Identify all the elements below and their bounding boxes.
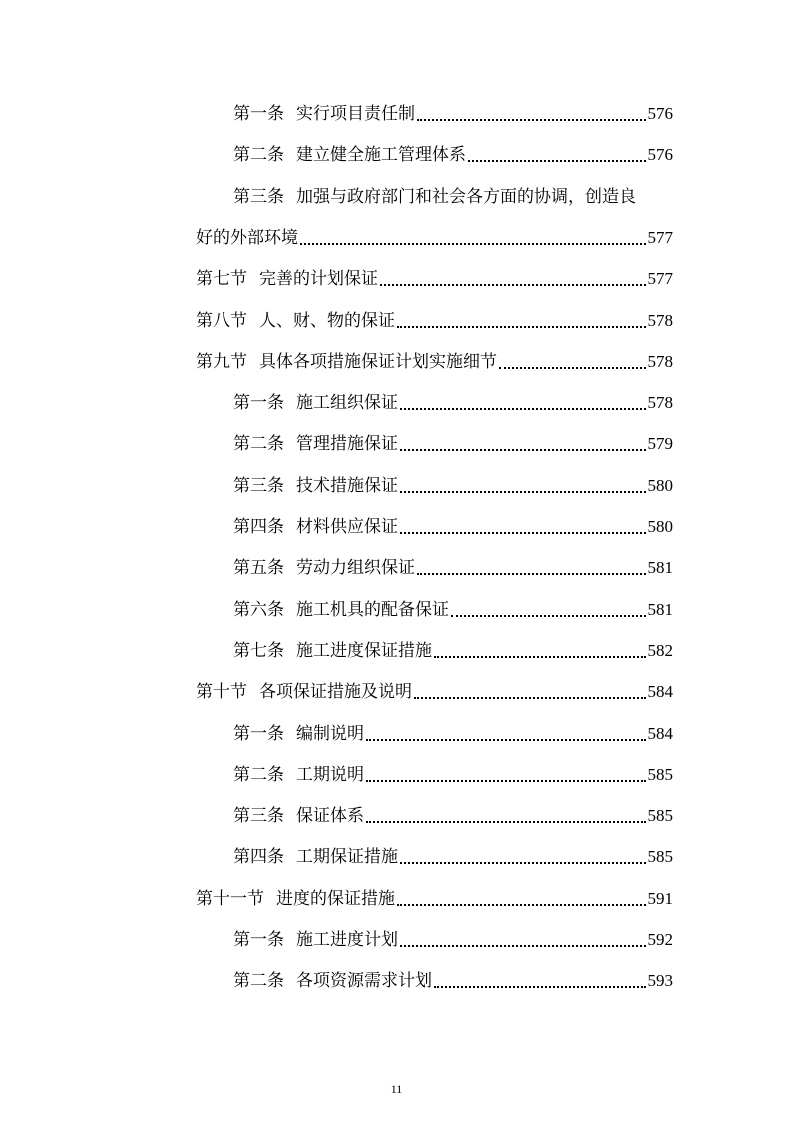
toc-entry-page: 576 [647,104,673,123]
toc-entry-title: 工期保证措施 [296,847,398,868]
toc-article-entry[interactable] [233,791,673,827]
toc-entry-page: 580 [647,475,673,495]
toc-entry-page: 580 [647,517,673,536]
toc-article-entry[interactable] [233,461,673,497]
toc-entry[interactable] [196,213,673,249]
page-number: 11 [390,1082,403,1096]
toc-entry-page: 584 [647,682,673,702]
toc-entry-page: 577 [647,269,673,289]
toc-entry-title: 施工进度计划 [296,930,398,950]
toc-entry-line [233,186,636,208]
toc-entry-number: 第九节 [196,351,247,372]
toc-entry-number: 第八节 [196,310,247,331]
toc-entry-title: 建立健全施工管理体系 [296,145,466,166]
toc-article-entry[interactable] [233,419,673,455]
toc-entry-page: 578 [647,310,673,330]
toc-article-entry[interactable] [233,585,673,621]
toc-section-entry[interactable] [196,254,673,290]
dot-leader [451,614,646,617]
toc-section-entry[interactable] [196,296,673,332]
toc-entry-number: 第二条 [233,971,284,992]
toc-entry-page: 581 [647,599,673,619]
toc-entry-number: 第十节 [196,682,247,703]
toc-entry-number: 第三条 [233,186,284,207]
toc-entry-title: 加强与政府部门和社会各方面的协调，创造良 [296,186,636,207]
toc-article-entry[interactable] [233,502,673,538]
toc-article-entry[interactable] [233,915,673,951]
toc-entry-title: 工期说明 [296,764,364,785]
toc-entry-title: 各项保证措施及说明 [259,682,412,703]
toc-entry-title: 编制说明 [296,723,364,744]
toc-entry-number: 第三条 [233,806,284,827]
dot-leader [366,738,646,741]
toc-entry-page: 591 [647,888,673,908]
toc-article-entry[interactable] [233,956,673,992]
toc-entry-page: 577 [647,227,673,247]
toc-entry-number: 第七节 [196,269,247,290]
toc-entry-number: 第四条 [233,847,284,868]
toc-entry-number: 第一条 [233,930,284,950]
toc-entry-title: 保证体系 [296,806,364,827]
toc-article-entry[interactable] [233,626,673,662]
toc-article-entry[interactable] [233,378,673,414]
toc-entry-title: 实行项目责任制 [296,104,415,124]
toc-entry-page: 581 [647,558,673,578]
dot-leader [400,861,646,864]
dot-leader [414,696,646,699]
toc-entry-title-continuation: 好的外部环境 [196,227,298,248]
dot-leader [434,985,646,988]
toc-entry-page: 585 [647,847,673,867]
toc-entry-title: 材料供应保证 [296,517,398,537]
toc-entry-page: 578 [647,393,673,413]
dot-leader [400,490,646,493]
toc-entry-number: 第二条 [233,434,284,455]
toc-article-entry[interactable] [233,832,673,868]
toc-article-entry[interactable] [233,543,673,579]
dot-leader [417,572,646,575]
dot-leader [499,366,646,369]
toc-entry-number: 第三条 [233,475,284,496]
toc-entry-title: 技术措施保证 [296,475,398,496]
toc-entry-title: 施工进度保证措施 [296,640,432,661]
toc-entry-page: 582 [647,640,673,660]
toc-section-entry[interactable] [196,874,673,910]
dot-leader [397,325,646,328]
toc-entry-title: 各项资源需求计划 [296,971,432,992]
toc-entry-title: 施工机具的配备保证 [296,599,449,620]
toc-entry-title: 劳动力组织保证 [296,558,415,579]
toc-entry-page: 579 [647,434,673,454]
toc-entry-number: 第二条 [233,764,284,785]
toc-article-entry[interactable] [233,709,673,745]
toc-entry-page: 584 [647,723,673,743]
dot-leader [366,779,646,782]
toc-section-entry[interactable] [196,667,673,703]
toc-entry-page: 585 [647,806,673,826]
toc-entry-page: 585 [647,764,673,784]
dot-leader [400,448,646,451]
toc-entry-title: 具体各项措施保证计划实施细节 [259,351,497,372]
dot-leader [400,944,646,947]
toc-entry-page: 593 [647,971,673,991]
toc-entry-number: 第一条 [233,723,284,744]
dot-leader [468,159,646,162]
toc-entry-number: 第二条 [233,145,284,166]
dot-leader [380,283,646,286]
toc-entry-title: 施工组织保证 [296,393,398,414]
toc-entry-number: 第五条 [233,558,284,579]
toc-entry-number: 第一条 [233,393,284,414]
toc-entry-number: 第四条 [233,517,284,537]
toc-entry-title: 进度的保证措施 [276,888,395,909]
toc-article-entry[interactable] [233,130,673,166]
toc-entry-title: 管理措施保证 [296,434,398,455]
dot-leader [366,820,646,823]
toc-entry-title: 人、财、物的保证 [259,310,395,331]
dot-leader [434,655,646,658]
toc-entry-page: 592 [647,930,673,949]
toc-entry-title: 完善的计划保证 [259,269,378,290]
dot-leader [400,407,646,410]
toc-entry-number: 第六条 [233,599,284,620]
toc-article-entry[interactable] [233,89,673,125]
toc-entry-number: 第一条 [233,104,284,124]
toc-entry-page: 576 [647,145,673,165]
toc-entry-number: 第十一节 [196,888,264,909]
toc-section-entry[interactable] [196,337,673,373]
dot-leader [397,903,646,906]
dot-leader [300,242,646,245]
toc-entry-page: 578 [647,351,673,371]
toc-entry-number: 第七条 [233,640,284,661]
dot-leader [400,531,646,534]
dot-leader [417,118,646,121]
toc-article-entry[interactable] [233,750,673,786]
